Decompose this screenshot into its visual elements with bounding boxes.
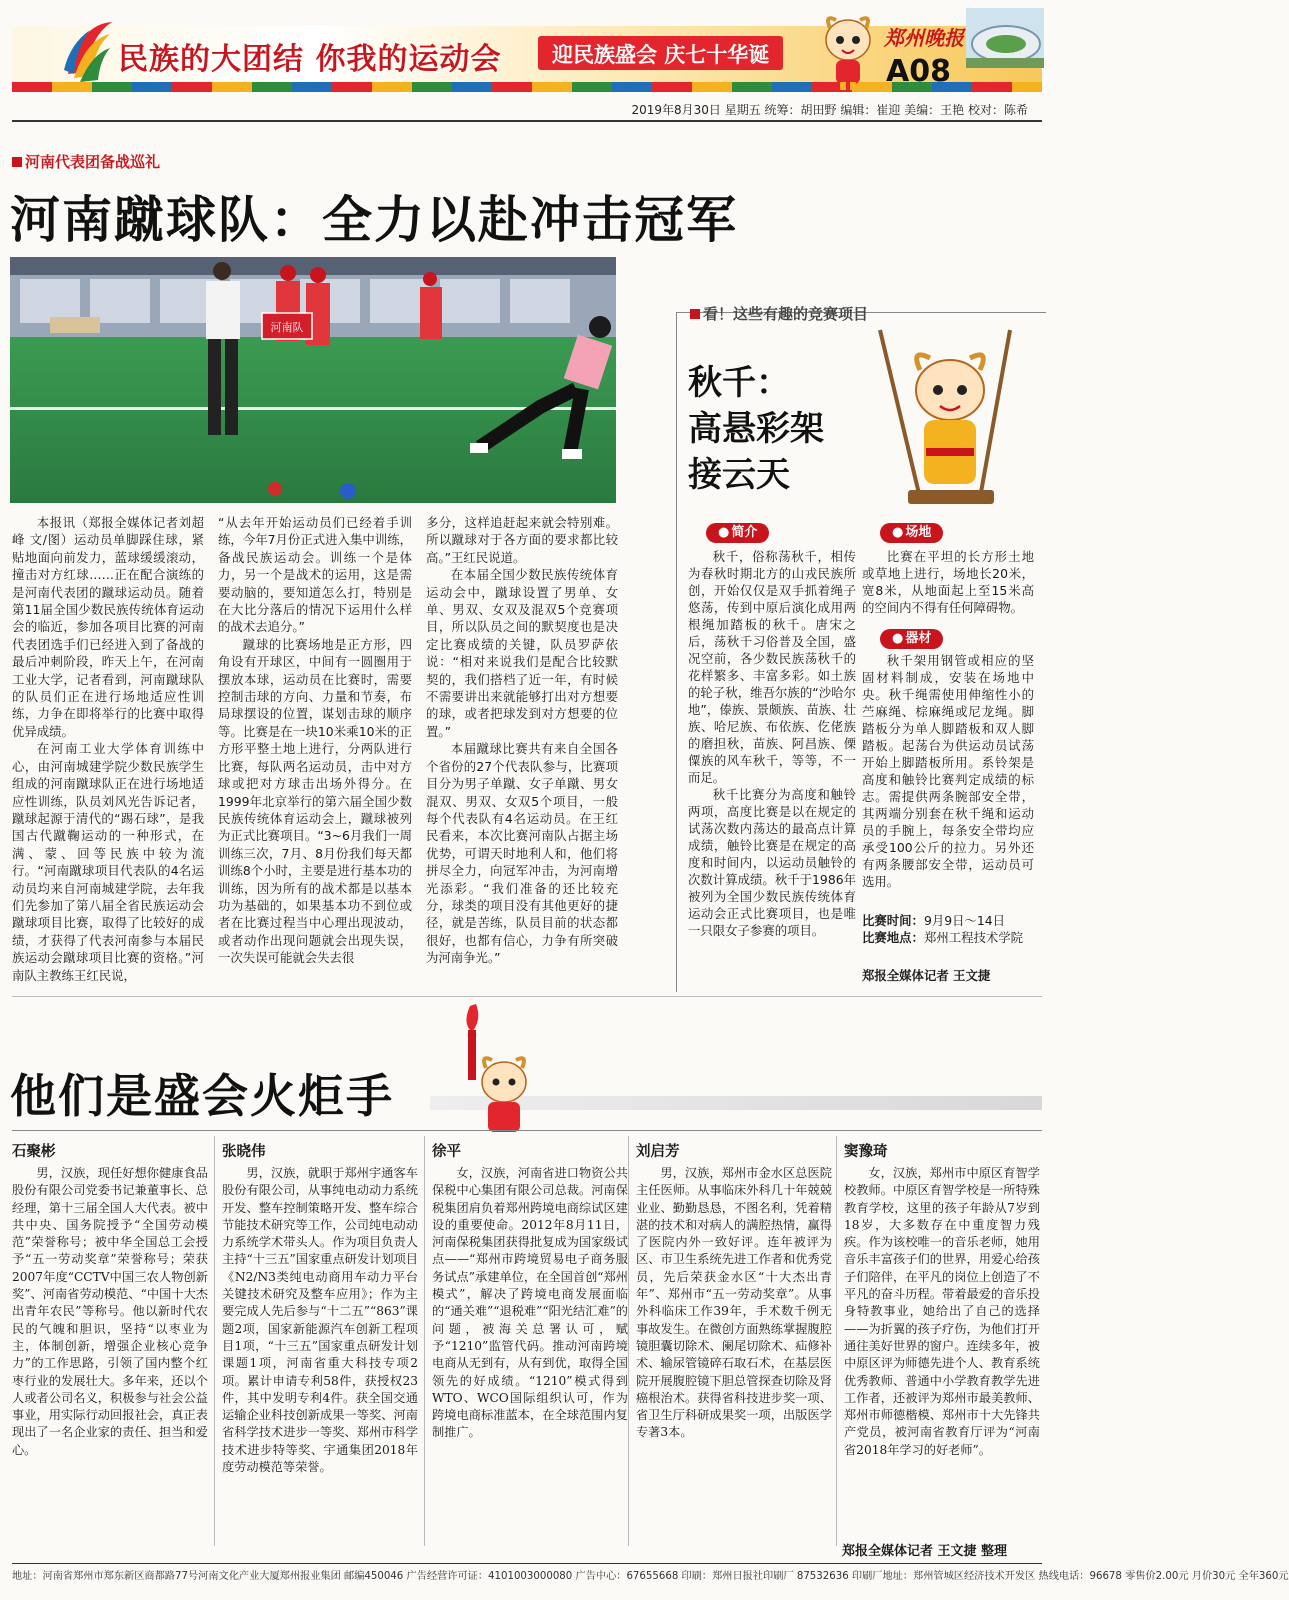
blue-ball-icon — [340, 483, 356, 499]
swing-mascot-icon — [860, 330, 1040, 530]
kicker-square-icon — [12, 157, 22, 167]
sidebar-title-line: 高悬彩架 — [688, 409, 824, 449]
sidebar-intro-column — [688, 548, 856, 939]
sidebar-kicker-text: 看！这些有趣的竞赛项目 — [703, 305, 869, 323]
column-divider — [836, 1136, 837, 1546]
section2-title: 他们是盛会火炬手 — [10, 1069, 394, 1123]
story-paragraph: 本届蹴球比赛共有来自全国各个省份的27个代表队参与，比赛项目分为男子单蹴、女子单蹴、男女混双、男双、女双5个项目，一般每个代表队有4名运动员。在王红民看来，本次比赛河南队占据主场优势，可谓天时地利人和，他们将拼尽全力，向冠军冲击，为河南增光添彩。“我们准备的还比较充分，球类的项目没有其他更好的捷径，就是苦练，队员目前的状态都很好，也都有信心，力争有所突破为河南争光。” — [426, 741, 618, 966]
story-paragraph: “从去年开始运动员们已经着手训练，今年7月份正式进入集中训练，备战民族运动会。训练一个是体力，另一个是战术的运用，这是需要动脑的，要知道怎么打，特别是在大比分落后的情况下运用什么样的战术去追分。” — [218, 515, 412, 635]
tag-gear: ● 器材 — [880, 629, 943, 649]
sidebar-gear-column — [862, 652, 1034, 890]
match-info — [862, 912, 1034, 946]
imprint-footer: 地址：河南省郑州市郑东新区商都路77号河南文化产业大厦郑州报业集团 邮编450046 广告经营许可证：4101003000080 广告中心：67655668 印刷：郑州日报社印刷厂 87532636 印刷厂地址：郑州管城区经济技术开发区 热线电话：96678 零售价2.00元 月价30元 全年360元 — [12, 1571, 1289, 1582]
match-time-label: 比赛时间： — [862, 913, 924, 928]
masthead-banner — [0, 0, 1064, 100]
tag-venue: ● 场地 — [880, 523, 943, 543]
red-ball-icon — [268, 482, 282, 496]
torchbearer-name: 石聚彬 — [12, 1144, 56, 1160]
tag-intro: ● 简介 — [706, 523, 769, 543]
footer-rule — [12, 1563, 1042, 1564]
sidebar-kicker — [690, 303, 868, 324]
story-paragraph: 在本届全国少数民族传统体育运动会中，蹴球设置了男单、女单、男双、女双及混双5个竞赛项目，所以队员之间的默契度也是决定比赛成绩的关键，队员罗萨依说：“相对来说我们是配合比较默契的，我们搭档了近一年，有时候不需要讲出来就能够打出对方想要的球，或者把球发到对方想要的位置。” — [426, 567, 618, 739]
story-kicker — [12, 151, 160, 172]
story-paragraph: 多分，这样追赶起来就会特别难。所以蹴球对于各方面的要求都比较高。”王红民说道。 — [426, 515, 618, 565]
story-paragraph: 本报讯（郑报全媒体记者刘超峰 文/图）运动员单脚踩住球，紧贴地面向前发力，蓝球缓缓滚动，撞击对方红球……正在配合演练的是河南代表团的蹴球运动员。随着第11届全国少数民族传统体育运动会的临近，参加各项目比赛的河南代表团选手们已经进入到了备战的最后冲刺阶段，昨天上午，在河南工业大学，记者看到，河南蹴球队的队员们正在进行场地适应性训练，力争在即将举行的比赛中取得优异成绩。 — [12, 515, 204, 739]
torchbearer-profile — [432, 1140, 628, 1442]
story-column-3 — [426, 514, 618, 967]
torchbearer-profile — [222, 1140, 418, 1476]
sidebar-paragraph: 秋千比赛分为高度和触铃两项，高度比赛是以在规定的试荡次数内荡达的最高点计算成绩，触铃比赛是在规定的高度和时间内，以运动员触铃的次数计算成绩。秋千于1986年被列为全国少数民族传统体育运动会正式比赛项目，也是唯一只限女子参赛的项目。 — [688, 787, 856, 938]
torchbearer-profile — [636, 1140, 832, 1442]
sidebar-title — [688, 360, 824, 498]
games-logo-icon — [60, 14, 120, 88]
kicker-square-icon — [690, 309, 700, 319]
column-divider — [628, 1136, 629, 1546]
torchbearer-bio: 女，汉族，郑州市中原区育智学校教师。中原区育智学校是一所特殊教育学校，这里的孩子年龄从7岁到18岁，大多数存在中重度智力残疾。作为该校唯一的音乐老师，她用音乐丰富孩子们的世界，用爱心给孩子们陪伴，在平凡的岗位上创造了不平凡的奋斗历程。带着最爱的音乐投身特教事业，她给出了自己的选择——为折翼的孩子疗伤，为他们打开通往美好世界的窗户。连续多年，被中原区评为师德先进个人、教育系统优秀教师、普通中小学教育教学先进工作者，还被评为郑州市最美教师、郑州市师德楷模、郑州市十大先锋共产党员，被河南省教育厅评为“河南省2018年学习的好老师”。 — [844, 1166, 1040, 1457]
sidebar-title-line: 秋千： — [688, 363, 790, 403]
torch-mascot-icon — [452, 998, 532, 1138]
story-paragraph: 蹴球的比赛场地是正方形，四角设有开球区，中间有一圆圈用于摆放本球，运动员在比赛时，需要控制击球的方向、力量和节奏，布局球摆设的位置，谋划击球的顺序等。比赛是在一块10米乘10米的正方形平整土地上进行，分两队进行比赛，每队两名运动员，击中对方球或把对方球击出场外得分。在1999年北京举行的第六届全国少数民族传统体育运动会上，蹴球被列为正式比赛项目。“3~6月我们一周训练三次，7月、8月份我们每天都训练8个小时，主要是进行基本功的训练，因为所有的战术都是以基本功为基础的，如果基本功不到位或者在比赛过程当中心理出现波动，或者动作出现问题就会出现失误，一次失误可能就会失去很 — [218, 636, 412, 966]
sidebar-title-line: 接云天 — [688, 455, 790, 495]
sidebar-paragraph: 秋千，俗称荡秋千，相传为春秋时期北方的山戎民族所创，开始仅仅是双手抓着绳子悠荡，传到中原后演化成用两根绳加踏板的秋千。唐宋之后，荡秋千习俗普及全国，盛况空前，各少数民族荡秋千的花样繁多、丰富多彩。如土族的轮子秋，维吾尔族的“沙哈尔地”，傣族、景颇族、苗族、壮族、哈尼族、布依族、仡佬族的磨担秋，苗族、阿昌族、傈僳族的风车秋千，等等，不一而足。 — [688, 549, 856, 785]
section2-rule — [12, 1130, 1042, 1131]
dateline: 2019年8月30日 星期五 统筹：胡田野 编辑：崔迎 美编：王艳 校对：陈希 — [631, 103, 1028, 117]
story-column-2 — [218, 514, 412, 967]
column-divider — [424, 1136, 425, 1546]
newspaper-name: 郑州晚报 — [884, 26, 964, 50]
story-kicker-text: 河南代表团备战巡礼 — [25, 153, 161, 171]
section-separator — [12, 996, 1042, 997]
match-time — [862, 912, 1034, 929]
torchbearer-bio: 男，汉族，就职于郑州宇通客车股份有限公司，从事纯电动动力系统开发、整车控制策略开发、整车综合节能技术研究等工作，公司纯电动动力系统学术带头人。作为项目负责人主持“十三五”国家重点研发计划项目《N2/N3类纯电动商用车动力平台关键技术研究及整车应用》；作为主要完成人先后参与“十二五”“863”课题2项，国家新能源汽车创新工程项目1项，“十三五”国家重点研发计划课题1项，河南省重大科技专项2项。累计申请专利58件，获授权23件，其中发明专利4件。获全国交通运输企业科技创新成果一等奖、河南省科学技术进步一等奖、郑州市科学技术进步特等奖、宇通集团2018年度劳动模范等荣誉。 — [222, 1166, 418, 1475]
story-column-1 — [12, 514, 204, 984]
match-place-value: 郑州工程技术学院 — [923, 930, 1024, 945]
sidebar-paragraph: 比赛在平坦的长方形土地或草地上进行，场地长20米，宽8米，从地面起上至15米高的空间内不得有任何障碍物。 — [862, 549, 1034, 615]
torchbearer-name: 刘启芳 — [636, 1144, 680, 1160]
torchbearer-name: 张晓伟 — [222, 1144, 266, 1160]
section2-byline: 郑报全媒体记者 王文捷 整理 — [842, 1544, 1008, 1559]
team-sign: 河南队 — [270, 321, 304, 334]
torchbearer-bio: 男，汉族，现任好想你健康食品股份有限公司党委书记兼董事长、总经理，第十三届全国人大代表。被中共中央、国务院授予“全国劳动模范”荣誉称号；被中华全国总工会授予“五一劳动奖章”荣誉称号；荣获2007年度“CCTV中国三农人物创新奖”、河南省劳动模范、“中国十大杰出青年农民”等称号。他以新时代农民的气魄和胆识，坚持“以枣业为主，体制创新，增强企业核心竞争力”的工作思路，引领了国内整个红枣行业的发展壮大。多年来，还以个人或者公司名义，积极参与社会公益事业，用实际行动回报社会，真正表现出了一名企业家的责任、担当和爱心。 — [12, 1166, 208, 1457]
stadium-icon — [966, 8, 1044, 68]
mascot-icon — [818, 10, 878, 92]
torchbearer-bio: 女，汉族，河南省进口物资公共保税中心集团有限公司总裁。河南保税集团肩负着郑州跨境电商综试区建设的重要使命。2012年8月11日，河南保税集团获得批复成为国家级试点——“郑州市跨境贸易电子商务服务试点”承建单位，在全国首创“郑州模式”，解决了跨境电商发展面临的“通关难”“退税难”“阳光结汇难”的问题，被海关总署认可，赋予“1210”监管代码。推动河南跨境电商从无到有，从有到优，取得全国领先的好成绩。“1210”模式得到WTO、WCO国际组织认可，作为跨境电商标准蓝本，在全球范围内复制推广。 — [432, 1166, 628, 1440]
header-rule — [12, 120, 1042, 122]
torchbearer-name: 徐平 — [432, 1144, 461, 1160]
page-number: A08 — [886, 54, 951, 89]
banner-subslogan: 迎民族盛会 庆七十华诞 — [538, 36, 783, 70]
sidebar-venue-column — [862, 548, 1034, 616]
torchbearer-profile — [844, 1140, 1040, 1459]
story-headline: 河南蹴球队：全力以赴冲击冠军 — [10, 190, 738, 249]
match-place-label: 比赛地点： — [862, 930, 924, 945]
banner-slogan: 民族的大团结 你我的运动会 — [118, 42, 502, 77]
story-paragraph: 在河南工业大学体育训练中心，由河南城建学院少数民族学生组成的河南蹴球队正在进行场地适应性训练，队员刘风光告诉记者，蹴球起源于清代的“踢石球”，是我国古代蹴鞠运动的一种形式，在满、蒙、回等民族中较为流行。“河南蹴球项目代表队的4名运动员均来自河南城建学院，去年我们先参加了第八届全省民族运动会蹴球项目比赛，取得了比较好的成绩，才获得了代表河南参与本届民族运动会蹴球项目比赛的资格。”河南队主教练王红民说， — [12, 741, 204, 983]
column-divider — [214, 1136, 215, 1546]
sidebar-byline: 郑报全媒体记者 王文捷 — [862, 968, 991, 983]
sidebar-paragraph: 秋千架用钢管或相应的坚固材料制成，安装在场地中央。秋千绳需使用伸缩性小的苎麻绳、棕麻绳或尼龙绳。脚踏板分为单人脚踏板和双人脚踏板。起荡台为供运动员试荡开始上脚踏板所用。系铃架是高度和触铃比赛判定成绩的标志。需提供两条腕部安全带，其两端分别套在秋千绳和运动员的手腕上，每条安全带均应承受100公斤的拉力。另外还有两条腰部安全带，运动员可选用。 — [862, 653, 1034, 889]
torchbearer-bio: 男，汉族，郑州市金水区总医院主任医师。从事临床外科几十年兢兢业业、勤勤恳恳，不图名利，凭着精湛的技术和对病人的满腔热情，赢得了医院内外一致好评。连年被评为区、市卫生系统先进工作者和优秀党员，先后荣获金水区“十大杰出青年”、郑州市“五一劳动奖章”。从事外科临床工作39年，手术数千例无事故发生。在微创方面熟练掌握腹腔镜胆囊切除术、阑尾切除术、疝修补术、输尿管镜碎石取石术，在基层医院开展腹腔镜下胆总管探查切除及肾癌根治术。获得省科技进步奖一项、省卫生厅科研成果奖一项，出版医学专著3本。 — [636, 1166, 832, 1440]
torchbearer-name: 窦豫琦 — [844, 1144, 888, 1160]
match-place — [862, 929, 1034, 946]
match-time-value: 9月9日～14日 — [923, 913, 1006, 928]
training-photo — [10, 257, 616, 503]
torchbearer-profile — [12, 1140, 208, 1459]
